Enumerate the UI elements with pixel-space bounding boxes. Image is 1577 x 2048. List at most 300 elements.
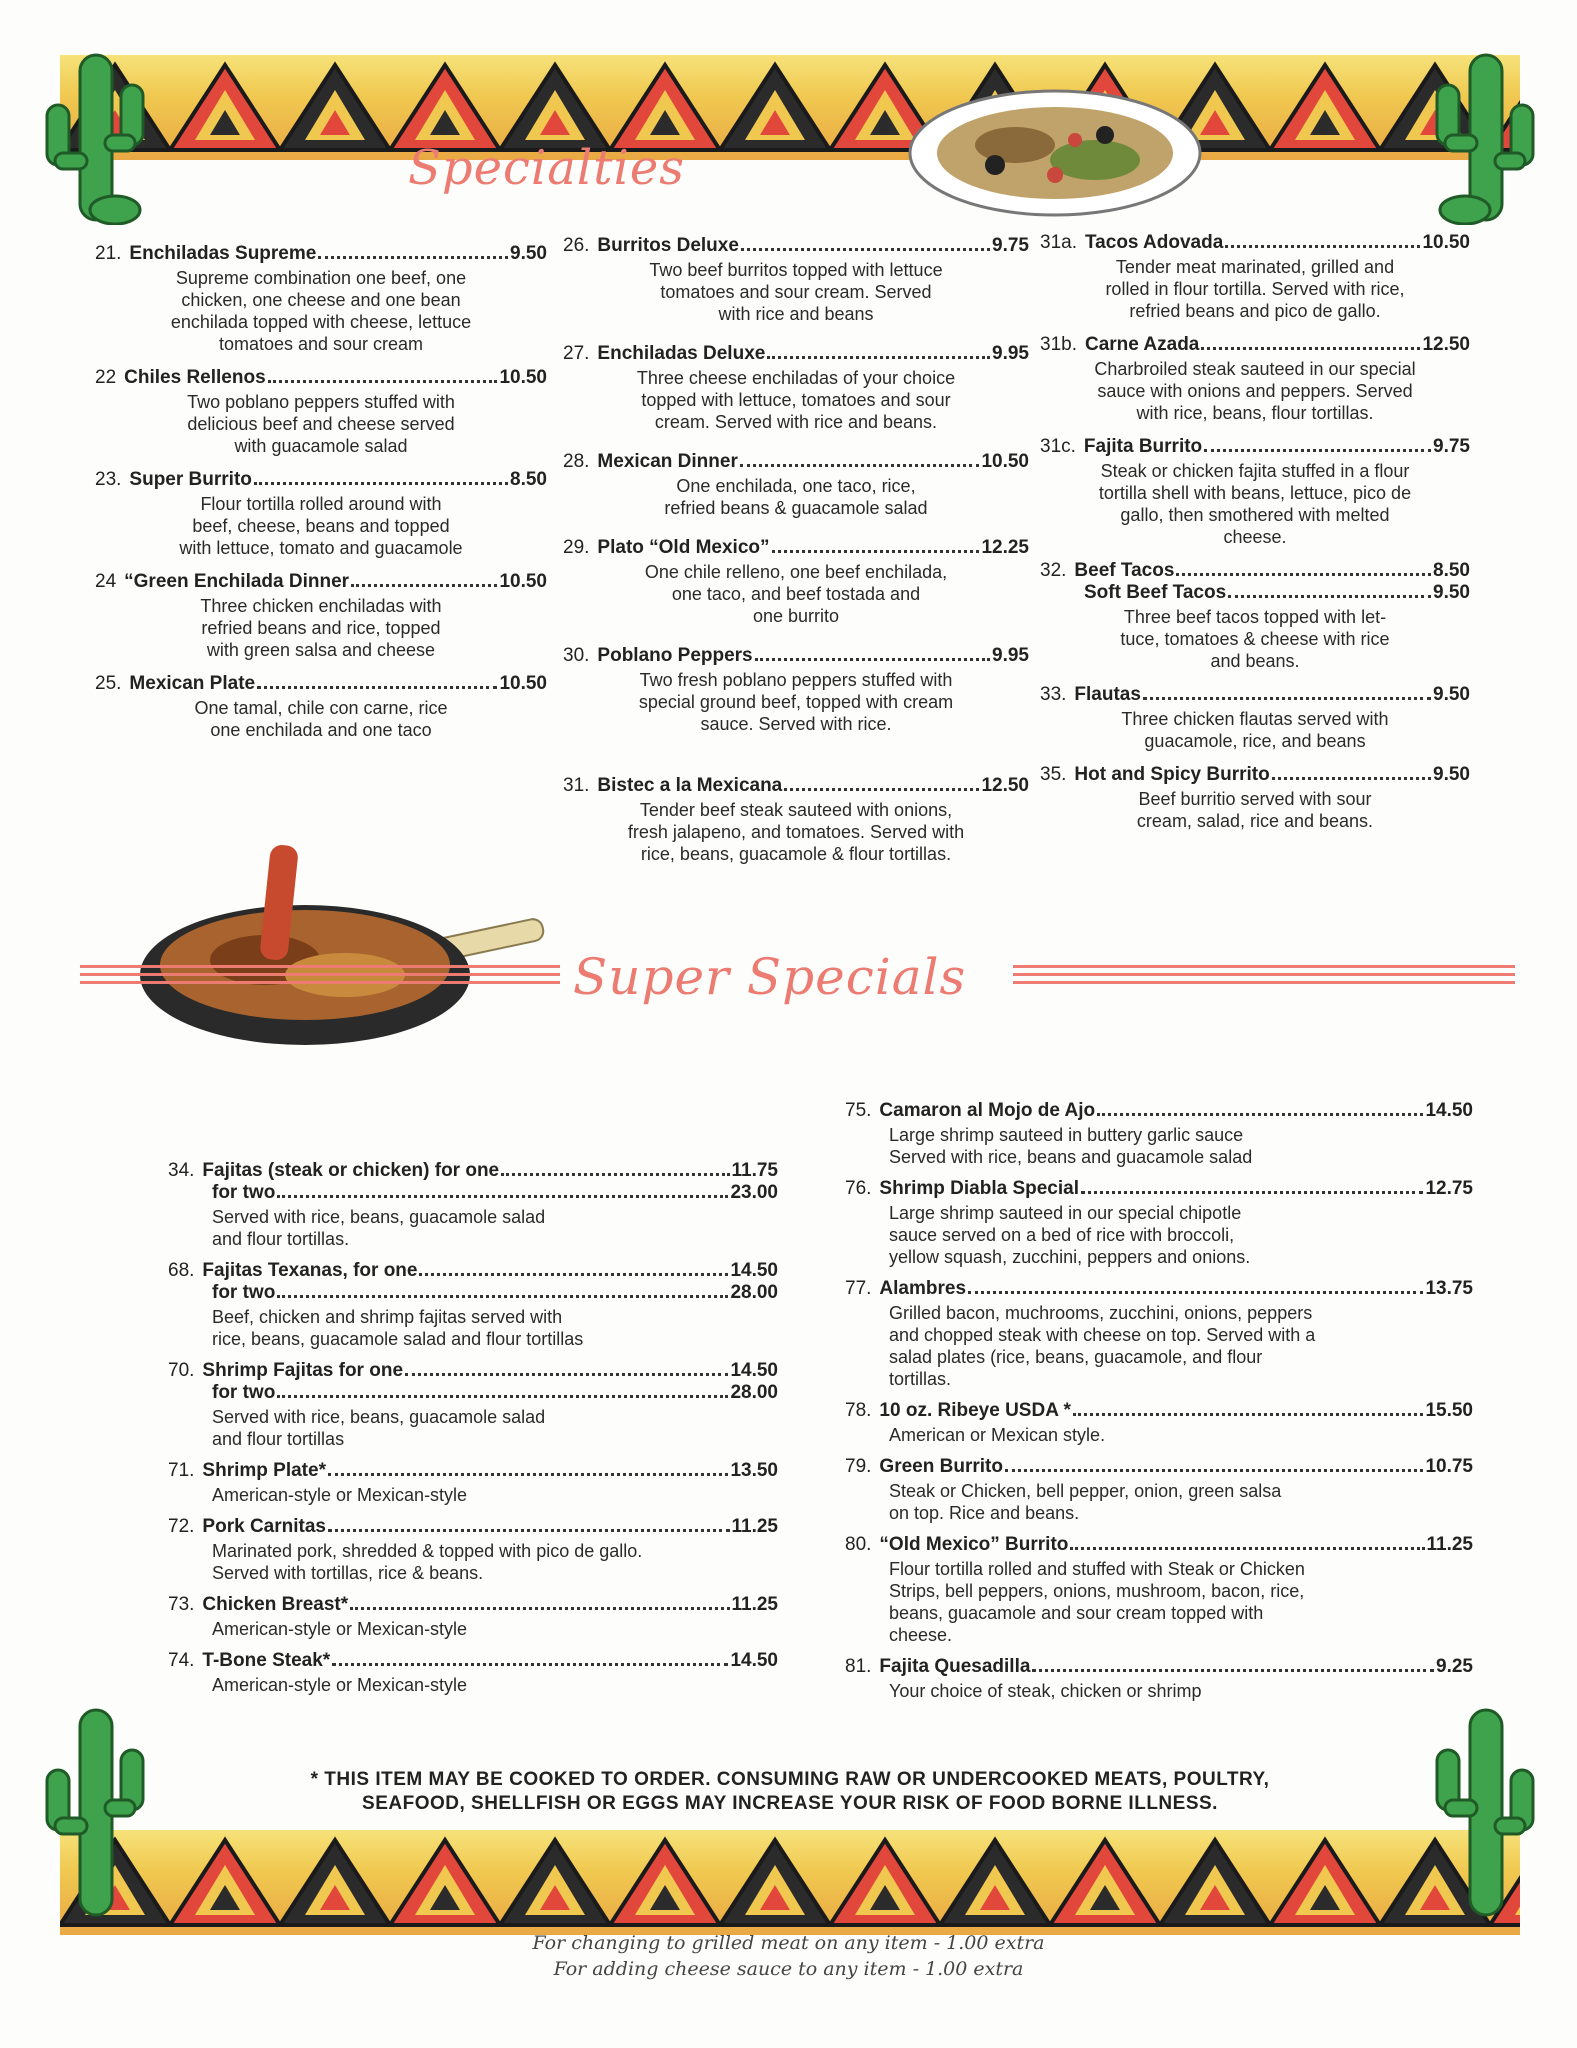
item-number: 81.: [845, 1656, 872, 1677]
menu-item-header: [845, 1178, 1473, 1200]
item-name: Plato “Old Mexico”: [597, 537, 770, 558]
item-sub-price: 28.00: [730, 1282, 778, 1303]
description-line: with green salsa and cheese: [206, 640, 436, 660]
item-name: Fajitas Texanas, for one: [202, 1260, 418, 1281]
description-line: Three chicken flautas served with: [1121, 709, 1389, 729]
item-description: [168, 1540, 778, 1584]
item-price: 9.95: [992, 343, 1029, 364]
menu-item: [845, 1278, 1473, 1390]
item-name: Tacos Adovada: [1084, 232, 1224, 253]
menu-item-header: [1040, 436, 1470, 458]
description-line: Three chicken enchiladas with: [200, 596, 442, 616]
cactus-icon: [1425, 1700, 1545, 1920]
item-name: Enchiladas Supreme: [129, 243, 317, 264]
menu-item-header: [1040, 684, 1470, 706]
menu-item: [1040, 334, 1470, 424]
item-price: 10.50: [499, 571, 547, 592]
item-number: 29.: [563, 537, 590, 558]
description-line: with guacamole salad: [234, 436, 408, 456]
warning-line-2: SEAFOOD, SHELLFISH OR EGGS MAY INCREASE YOUR RISK OF FOOD BORNE ILLNESS.: [362, 1793, 1218, 1814]
item-price: 10.50: [981, 451, 1029, 472]
item-name: Camaron al Mojo de Ajo: [879, 1100, 1096, 1121]
menu-item-header: [95, 571, 547, 593]
dot-leader: [277, 1295, 728, 1298]
item-description: [845, 1680, 1473, 1702]
item-description: [845, 1558, 1473, 1646]
warning-line-1: * THIS ITEM MAY BE COOKED TO ORDER. CONSUMING RAW OR UNDERCOOKED MEATS, POULTRY,: [310, 1769, 1270, 1790]
item-number: 30.: [563, 645, 590, 666]
item-name: Carne Azada: [1084, 334, 1200, 355]
item-price: 13.75: [1425, 1278, 1473, 1299]
item-price: 14.50: [1425, 1100, 1473, 1121]
description-line: Flour tortilla rolled and stuffed with Steak or Chicken: [889, 1559, 1305, 1579]
item-name: Flautas: [1074, 684, 1141, 705]
dot-leader: [501, 1173, 729, 1176]
item-number: 70.: [168, 1360, 195, 1381]
description-line: refried beans & guacamole salad: [664, 498, 928, 518]
dot-leader: [318, 256, 508, 259]
description-line: with lettuce, tomato and guacamole: [179, 538, 463, 558]
specialties-column-2: [563, 235, 1029, 883]
dot-leader: [405, 1373, 728, 1376]
description-line: guacamole, rice, and beans: [1144, 731, 1366, 751]
item-number: 73.: [168, 1594, 195, 1615]
item-number: 24: [95, 571, 117, 592]
menu-item: [563, 775, 1029, 865]
description-line: Served with rice, beans, guacamole salad: [212, 1407, 546, 1427]
menu-item: [168, 1516, 778, 1584]
item-number: 33.: [1040, 684, 1067, 705]
description-line: Large shrimp sauteed in our special chipotle: [889, 1203, 1242, 1223]
menu-item: [845, 1100, 1473, 1168]
item-name: Fajitas (steak or chicken) for one: [202, 1160, 500, 1181]
description-line: tomatoes and sour cream: [218, 334, 424, 354]
menu-item-sub-header: [1040, 582, 1470, 604]
super-specials-title: Super Specials: [573, 948, 967, 1006]
item-price: 9.25: [1436, 1656, 1473, 1677]
menu-item-header: [563, 235, 1029, 257]
description-line: One enchilada, one taco, rice,: [676, 476, 916, 496]
aztec-border-pattern: [60, 55, 1520, 160]
menu-item: [1040, 232, 1470, 322]
menu-item: [845, 1400, 1473, 1446]
item-description: [563, 475, 1029, 519]
item-number: 75.: [845, 1100, 872, 1121]
menu-item-sub-header: [168, 1182, 778, 1204]
item-name: Hot and Spicy Burrito: [1074, 764, 1270, 785]
item-description: [845, 1424, 1473, 1446]
item-name: “Green Enchilada Dinner: [124, 571, 350, 592]
item-price: 9.50: [510, 243, 547, 264]
item-number: 22: [95, 367, 117, 388]
item-name: Enchiladas Deluxe: [597, 343, 766, 364]
item-price: 12.25: [981, 537, 1029, 558]
item-description: [95, 391, 547, 457]
dot-leader: [1228, 595, 1431, 598]
item-number: 34.: [168, 1160, 195, 1181]
top-aztec-border: [60, 55, 1520, 160]
dot-leader: [1005, 1469, 1424, 1472]
item-name: “Old Mexico” Burrito: [879, 1534, 1069, 1555]
item-number: 28.: [563, 451, 590, 472]
item-price: 12.75: [1425, 1178, 1473, 1199]
item-number: 68.: [168, 1260, 195, 1281]
description-line: refried beans and pico de gallo.: [1129, 301, 1381, 321]
menu-item: [563, 343, 1029, 433]
description-line: beans, guacamole and sour cream topped with: [889, 1603, 1264, 1623]
dot-leader: [277, 1395, 728, 1398]
description-line: cheese.: [1223, 527, 1287, 547]
item-sub-price: 23.00: [730, 1182, 778, 1203]
description-line: enchilada topped with cheese, lettuce: [170, 312, 472, 332]
dot-leader: [755, 658, 990, 661]
dot-leader: [784, 788, 979, 791]
description-line: One chile relleno, one beef enchilada,: [644, 562, 948, 582]
cactus-icon: [35, 45, 155, 225]
menu-item-header: [95, 469, 547, 491]
menu-item-header: [563, 645, 1029, 667]
menu-item-header: [1040, 334, 1470, 356]
decorative-stripes-left: [80, 965, 560, 989]
menu-item-header: [168, 1516, 778, 1538]
description-line: Flour tortilla rolled around with: [200, 494, 442, 514]
item-number: 35.: [1040, 764, 1067, 785]
item-price: 11.75: [731, 1160, 778, 1181]
dot-leader: [772, 550, 980, 553]
item-description: [168, 1484, 778, 1506]
dot-leader: [741, 248, 990, 251]
item-description: [1040, 460, 1470, 548]
menu-item: [168, 1260, 778, 1350]
menu-item-header: [563, 451, 1029, 473]
description-line: Supreme combination one beef, one: [175, 268, 467, 288]
description-line: tortillas.: [889, 1369, 952, 1389]
item-description: [95, 267, 547, 355]
menu-item: [168, 1360, 778, 1450]
dot-leader: [254, 482, 508, 485]
description-line: Tender beef steak sauteed with onions,: [639, 800, 953, 820]
item-name: Shrimp Fajitas for one: [202, 1360, 404, 1381]
description-line: Your choice of steak, chicken or shrimp: [889, 1681, 1202, 1701]
item-description: [845, 1202, 1473, 1268]
menu-item: [1040, 764, 1470, 832]
item-description: [1040, 788, 1470, 832]
dot-leader: [767, 356, 990, 359]
description-line: Served with tortillas, rice & beans.: [212, 1563, 484, 1583]
item-name: Burritos Deluxe: [597, 235, 739, 256]
description-line: American-style or Mexican-style: [212, 1485, 468, 1505]
bottom-aztec-border: [60, 1830, 1520, 1935]
menu-item-header: [168, 1650, 778, 1672]
dot-leader: [332, 1663, 728, 1666]
item-price: 9.75: [992, 235, 1029, 256]
description-line: Served with rice, beans, guacamole salad: [212, 1207, 546, 1227]
description-line: American-style or Mexican-style: [212, 1619, 468, 1639]
menu-item-header: [95, 673, 547, 695]
item-sub-name: for two: [212, 1282, 276, 1303]
item-price: 13.50: [730, 1460, 778, 1481]
menu-item: [95, 469, 547, 559]
description-line: Tender meat marinated, grilled and: [1115, 257, 1395, 277]
menu-item-header: [168, 1160, 778, 1182]
description-line: tomatoes and sour cream. Served: [660, 282, 932, 302]
menu-item: [1040, 560, 1470, 672]
item-name: Shrimp Diabla Special: [879, 1178, 1079, 1199]
item-description: [168, 1406, 778, 1450]
dot-leader: [740, 464, 980, 467]
cactus-icon: [35, 1700, 155, 1920]
dot-leader: [1225, 245, 1420, 248]
item-price: 14.50: [730, 1260, 778, 1281]
item-number: 74.: [168, 1650, 195, 1671]
description-line: Three beef tacos topped with let-: [1123, 607, 1387, 627]
description-line: Large shrimp sauteed in buttery garlic sauce: [889, 1125, 1244, 1145]
description-line: with rice, beans, flour tortillas.: [1136, 403, 1374, 423]
specialties-title: Specialties: [408, 140, 685, 196]
item-name: Super Burrito: [129, 469, 252, 490]
item-number: 79.: [845, 1456, 872, 1477]
food-safety-warning: [150, 1768, 1430, 1816]
description-line: Served with rice, beans and guacamole salad: [889, 1147, 1253, 1167]
footer-notes: [0, 1930, 1577, 1982]
item-name: Mexican Dinner: [597, 451, 738, 472]
menu-item-header: [845, 1278, 1473, 1300]
item-price: 14.50: [730, 1360, 778, 1381]
item-description: [168, 1674, 778, 1696]
item-price: 15.50: [1425, 1400, 1473, 1421]
item-number: 72.: [168, 1516, 195, 1537]
description-line: Two beef burritos topped with lettuce: [649, 260, 943, 280]
footer-note-grilled: For changing to grilled meat on any item - 1.00 extra: [532, 1932, 1045, 1954]
super-specials-left-column: [168, 1160, 778, 1706]
item-price: 11.25: [731, 1516, 778, 1537]
dot-leader: [1073, 1413, 1424, 1416]
menu-item: [845, 1534, 1473, 1646]
description-line: Beef burritio served with sour: [1138, 789, 1372, 809]
item-number: 31c.: [1040, 436, 1076, 457]
dot-leader: [350, 1607, 729, 1610]
item-description: [95, 595, 547, 661]
menu-item-sub-header: [168, 1382, 778, 1404]
item-number: 21.: [95, 243, 122, 264]
item-name: Mexican Plate: [129, 673, 256, 694]
description-line: fresh jalapeno, and tomatoes. Served with: [627, 822, 965, 842]
item-description: [563, 367, 1029, 433]
dot-leader: [1032, 1669, 1434, 1672]
description-line: Beef, chicken and shrimp fajitas served with: [212, 1307, 563, 1327]
menu-item: [95, 243, 547, 355]
description-line: sauce. Served with rice.: [700, 714, 892, 734]
dot-leader: [1097, 1113, 1423, 1116]
description-line: cream, salad, rice and beans.: [1136, 811, 1374, 831]
item-description: [168, 1618, 778, 1640]
item-name: Bistec a la Mexicana: [597, 775, 783, 796]
menu-item: [168, 1460, 778, 1506]
description-line: and flour tortillas.: [212, 1229, 350, 1249]
item-price: 8.50: [1433, 560, 1470, 581]
description-line: chicken, one cheese and one bean: [181, 290, 461, 310]
item-number: 71.: [168, 1460, 195, 1481]
dot-leader: [268, 380, 498, 383]
dot-leader: [1204, 449, 1431, 452]
description-line: Marinated pork, shredded & topped with pico de gallo.: [212, 1541, 643, 1561]
menu-item-header: [845, 1456, 1473, 1478]
description-line: Two poblano peppers stuffed with: [187, 392, 455, 412]
menu-item-header: [95, 243, 547, 265]
item-name: Beef Tacos: [1074, 560, 1175, 581]
decorative-stripes-right: [1013, 965, 1515, 989]
item-description: [845, 1124, 1473, 1168]
item-name: Alambres: [879, 1278, 967, 1299]
menu-item: [563, 645, 1029, 735]
menu-item-header: [563, 775, 1029, 797]
item-name: 10 oz. Ribeye USDA *: [879, 1400, 1071, 1421]
menu-item-header: [1040, 232, 1470, 254]
menu-item: [563, 451, 1029, 519]
dot-leader: [277, 1195, 728, 1198]
item-number: 25.: [95, 673, 122, 694]
menu-item: [95, 673, 547, 741]
description-line: refried beans and rice, topped: [201, 618, 441, 638]
menu-item: [845, 1456, 1473, 1524]
description-line: Charbroiled steak sauteed in our special: [1094, 359, 1416, 379]
description-line: American or Mexican style.: [889, 1425, 1106, 1445]
dot-leader: [328, 1473, 728, 1476]
description-line: rice, beans, guacamole salad and flour tortillas: [212, 1329, 584, 1349]
item-number: 80.: [845, 1534, 872, 1555]
aztec-border-pattern: [60, 1830, 1520, 1935]
description-line: delicious beef and cheese served: [187, 414, 455, 434]
item-price: 9.75: [1433, 436, 1470, 457]
description-line: Strips, bell peppers, onions, mushroom, bacon, rice,: [889, 1581, 1305, 1601]
dot-leader: [419, 1273, 728, 1276]
dot-leader: [1143, 697, 1431, 700]
description-line: American-style or Mexican-style: [212, 1675, 468, 1695]
menu-item-header: [168, 1260, 778, 1282]
item-price: 9.50: [1433, 764, 1470, 785]
menu-item-header: [845, 1534, 1473, 1556]
dot-leader: [1201, 347, 1420, 350]
item-description: [168, 1306, 778, 1350]
item-price: 9.95: [992, 645, 1029, 666]
item-sub-name: for two: [212, 1182, 276, 1203]
specialties-column-3: [1040, 232, 1470, 844]
item-price: 10.50: [499, 673, 547, 694]
menu-item: [168, 1160, 778, 1250]
item-name: Fajita Quesadilla: [879, 1656, 1031, 1677]
menu-item: [168, 1594, 778, 1640]
item-description: [563, 259, 1029, 325]
description-line: one burrito: [752, 606, 840, 626]
menu-item: [1040, 684, 1470, 752]
item-description: [95, 493, 547, 559]
dot-leader: [1081, 1191, 1423, 1194]
item-price: 12.50: [1422, 334, 1470, 355]
item-sub-price: 28.00: [730, 1382, 778, 1403]
description-line: cream. Served with rice and beans.: [654, 412, 938, 432]
item-name: Chicken Breast*: [202, 1594, 349, 1615]
item-number: 27.: [563, 343, 590, 364]
item-price: 10.50: [1422, 232, 1470, 253]
item-price: 11.25: [731, 1594, 778, 1615]
item-description: [563, 669, 1029, 735]
menu-item-header: [845, 1656, 1473, 1678]
item-description: [95, 697, 547, 741]
dot-leader: [1070, 1547, 1424, 1550]
item-description: [168, 1206, 778, 1250]
description-line: and flour tortillas: [212, 1429, 345, 1449]
item-number: 26.: [563, 235, 590, 256]
menu-item: [95, 571, 547, 661]
description-line: topped with lettuce, tomatoes and sour: [641, 390, 951, 410]
menu-item-sub-header: [168, 1282, 778, 1304]
menu-item: [845, 1656, 1473, 1702]
item-name: Green Burrito: [879, 1456, 1003, 1477]
menu-item: [563, 235, 1029, 325]
item-name: Chiles Rellenos: [124, 367, 266, 388]
description-line: and beans.: [1210, 651, 1300, 671]
item-description: [1040, 358, 1470, 424]
item-number: 31b.: [1040, 334, 1077, 355]
footer-note-cheese: For adding cheese sauce to any item - 1.00 extra: [553, 1958, 1024, 1980]
item-description: [563, 561, 1029, 627]
description-line: special ground beef, topped with cream: [638, 692, 954, 712]
description-line: Two fresh poblano peppers stuffed with: [639, 670, 953, 690]
menu-item-header: [168, 1594, 778, 1616]
description-line: tuce, tomatoes & cheese with rice: [1120, 629, 1390, 649]
description-line: One tamal, chile con carne, rice: [194, 698, 448, 718]
item-description: [563, 799, 1029, 865]
item-sub-name: Soft Beef Tacos: [1084, 582, 1227, 603]
item-description: [1040, 708, 1470, 752]
item-price: 9.50: [1433, 684, 1470, 705]
description-line: cheese.: [889, 1625, 953, 1645]
item-sub-price: 9.50: [1433, 582, 1470, 603]
item-sub-name: for two: [212, 1382, 276, 1403]
item-price: 10.75: [1425, 1456, 1473, 1477]
description-line: sauce with onions and peppers. Served: [1097, 381, 1413, 401]
dot-leader: [351, 584, 497, 587]
description-line: one taco, and beef tostada and: [671, 584, 921, 604]
item-number: 76.: [845, 1178, 872, 1199]
description-line: Steak or chicken fajita stuffed in a flour: [1100, 461, 1410, 481]
item-price: 10.50: [499, 367, 547, 388]
menu-item: [845, 1178, 1473, 1268]
item-description: [1040, 606, 1470, 672]
description-line: beef, cheese, beans and topped: [192, 516, 450, 536]
menu-item: [168, 1650, 778, 1696]
menu-item-header: [1040, 764, 1470, 786]
description-line: rolled in flour tortilla. Served with rice,: [1105, 279, 1405, 299]
item-number: 78.: [845, 1400, 872, 1421]
menu-item-header: [563, 537, 1029, 559]
item-name: Shrimp Plate*: [202, 1460, 326, 1481]
description-line: one enchilada and one taco: [210, 720, 432, 740]
description-line: salad plates (rice, beans, guacamole, and flour: [889, 1347, 1263, 1367]
fajita-skillet-icon: [135, 825, 555, 1055]
description-line: sauce served on a bed of rice with broccoli,: [889, 1225, 1235, 1245]
item-name: Poblano Peppers: [597, 645, 753, 666]
menu-item: [1040, 436, 1470, 548]
item-price: 8.50: [510, 469, 547, 490]
description-line: with rice and beans: [718, 304, 874, 324]
item-number: 32.: [1040, 560, 1067, 581]
item-number: 23.: [95, 469, 122, 490]
menu-item-header: [1040, 560, 1470, 582]
description-line: Three cheese enchiladas of your choice: [636, 368, 956, 388]
item-name: Pork Carnitas: [202, 1516, 326, 1537]
item-price: 14.50: [730, 1650, 778, 1671]
